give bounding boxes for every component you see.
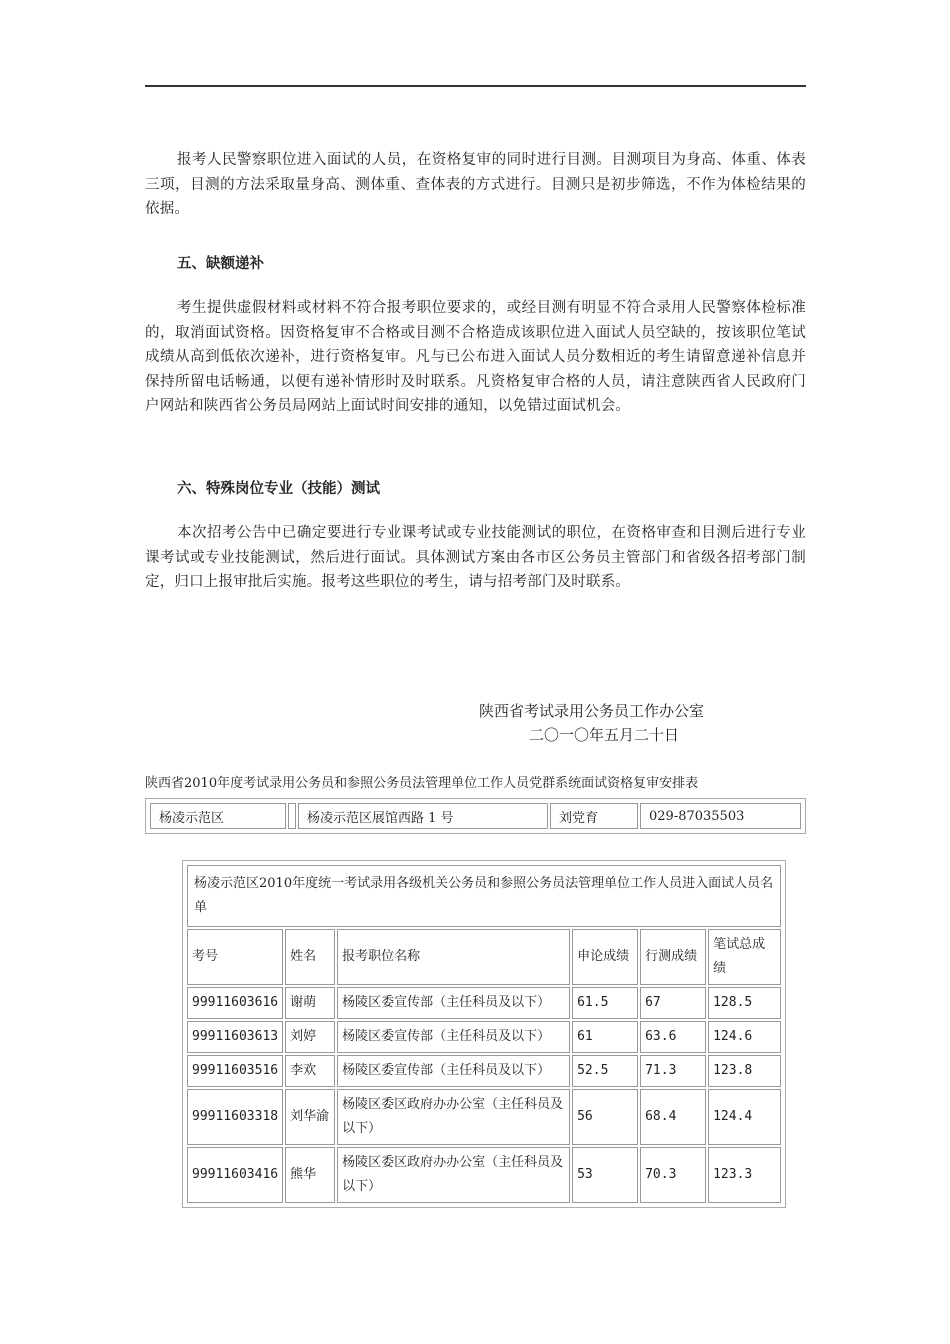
cell-essay-score: 61.5 xyxy=(572,987,638,1019)
cell-essay-score: 53 xyxy=(572,1147,638,1203)
table-row xyxy=(187,1055,781,1087)
header-rule xyxy=(145,85,806,87)
cell-position: 杨陵区委宣传部（主任科员及以下） xyxy=(337,1055,570,1087)
cell-exam-number: 99911603318 xyxy=(187,1089,283,1145)
signature-office: 陕西省考试录用公务员工作办公室 xyxy=(479,702,705,720)
cell-position: 杨陵区委宣传部（主任科员及以下） xyxy=(337,987,570,1019)
header-aptitude-score: 行测成绩 xyxy=(640,929,706,985)
cell-aptitude-score: 71.3 xyxy=(640,1055,706,1087)
schedule-caption: 陕西省2010年度考试录用公务员和参照公务员法管理单位工作人员党群系统面试资格复审安排表 xyxy=(145,776,699,791)
cell-name: 刘婷 xyxy=(285,1021,335,1053)
cell-exam-number: 99911603516 xyxy=(187,1055,283,1087)
cell-aptitude-score: 70.3 xyxy=(640,1147,706,1203)
cell-aptitude-score: 67 xyxy=(640,987,706,1019)
signature-date: 二〇一〇年五月二十日 xyxy=(529,726,680,744)
paragraph-visual-inspection: 报考人民警察职位进入面试的人员，在资格复审的同时进行目测。目测项目为身高、体重、体表三项，目测的方法采取量身高、测体重、查体表的方式进行。目测只是初步筛选，不作为体检结果的依据。 xyxy=(145,152,806,217)
contact-phone: 029-87035503 xyxy=(640,803,801,829)
section-heading-special-test: 六、特殊岗位专业（技能）测试 xyxy=(177,480,380,497)
paragraph-special-test: 本次招考公告中已确定要进行专业课考试或专业技能测试的职位，在资格审查和目测后进行专业课考试或专业技能测试，然后进行面试。具体测试方案由各市区公务员主管部门和省级各招考部门制定，归口上报审批后实施。报考这些职位的考生，请与招考部门及时联系。 xyxy=(145,525,806,590)
cell-position: 杨陵区委区政府办办公室（主任科员及以下） xyxy=(337,1089,570,1145)
header-exam-number: 考号 xyxy=(187,929,283,985)
cell-position: 杨陵区委区政府办办公室（主任科员及以下） xyxy=(337,1147,570,1203)
header-position: 报考职位名称 xyxy=(337,929,570,985)
table-title-row xyxy=(187,865,781,927)
cell-total-score: 123.8 xyxy=(708,1055,781,1087)
table-row xyxy=(187,987,781,1019)
cell-aptitude-score: 63.6 xyxy=(640,1021,706,1053)
table-row xyxy=(187,1021,781,1053)
cell-total-score: 128.5 xyxy=(708,987,781,1019)
cell-total-score: 124.4 xyxy=(708,1089,781,1145)
cell-position: 杨陵区委宣传部（主任科员及以下） xyxy=(337,1021,570,1053)
header-total-score: 笔试总成绩 xyxy=(708,929,781,985)
cell-essay-score: 56 xyxy=(572,1089,638,1145)
cell-name: 熊华 xyxy=(285,1147,335,1203)
header-essay-score: 申论成绩 xyxy=(572,929,638,985)
section-heading-vacancy: 五、缺额递补 xyxy=(177,255,264,272)
table-title: 杨凌示范区2010年度统一考试录用各级机关公务员和参照公务员法管理单位工作人员进入面试人员名单 xyxy=(187,865,781,927)
cell-aptitude-score: 68.4 xyxy=(640,1089,706,1145)
header-name: 姓名 xyxy=(285,929,335,985)
cell-name: 谢萌 xyxy=(285,987,335,1019)
contact-table xyxy=(145,798,806,834)
table-row xyxy=(187,1147,781,1203)
cell-essay-score: 61 xyxy=(572,1021,638,1053)
cell-essay-score: 52.5 xyxy=(572,1055,638,1087)
cell-exam-number: 99911603616 xyxy=(187,987,283,1019)
cell-total-score: 123.3 xyxy=(708,1147,781,1203)
contact-person: 刘党育 xyxy=(550,803,638,829)
table-row xyxy=(150,803,801,829)
interview-list-table xyxy=(182,860,786,1208)
table-header-row xyxy=(187,929,781,985)
cell-name: 李欢 xyxy=(285,1055,335,1087)
table-row xyxy=(187,1089,781,1145)
cell-name: 刘华渝 xyxy=(285,1089,335,1145)
contact-district: 杨凌示范区 xyxy=(150,803,286,829)
cell-exam-number: 99911603613 xyxy=(187,1021,283,1053)
cell-exam-number: 99911603416 xyxy=(187,1147,283,1203)
contact-address: 杨凌示范区展馆西路 1 号 xyxy=(298,803,548,829)
paragraph-vacancy-filling: 考生提供虚假材料或材料不符合报考职位要求的，或经目测有明显不符合录用人民警察体检标准的，取消面试资格。因资格复审不合格或目测不合格造成该职位进入面试人员空缺的，按该职位笔试成绩从高到低依次递补，进行资格复审。凡与已公布进入面试人员分数相近的考生请留意递补信息并保持所留电话畅通，以便有递补情形时及时联系。凡资格复审合格的人员，请注意陕西省人民政府门户网站和陕西省公务员局网站上面试时间安排的通知，以免错过面试机会。 xyxy=(145,300,806,414)
contact-blank xyxy=(288,803,296,829)
cell-total-score: 124.6 xyxy=(708,1021,781,1053)
